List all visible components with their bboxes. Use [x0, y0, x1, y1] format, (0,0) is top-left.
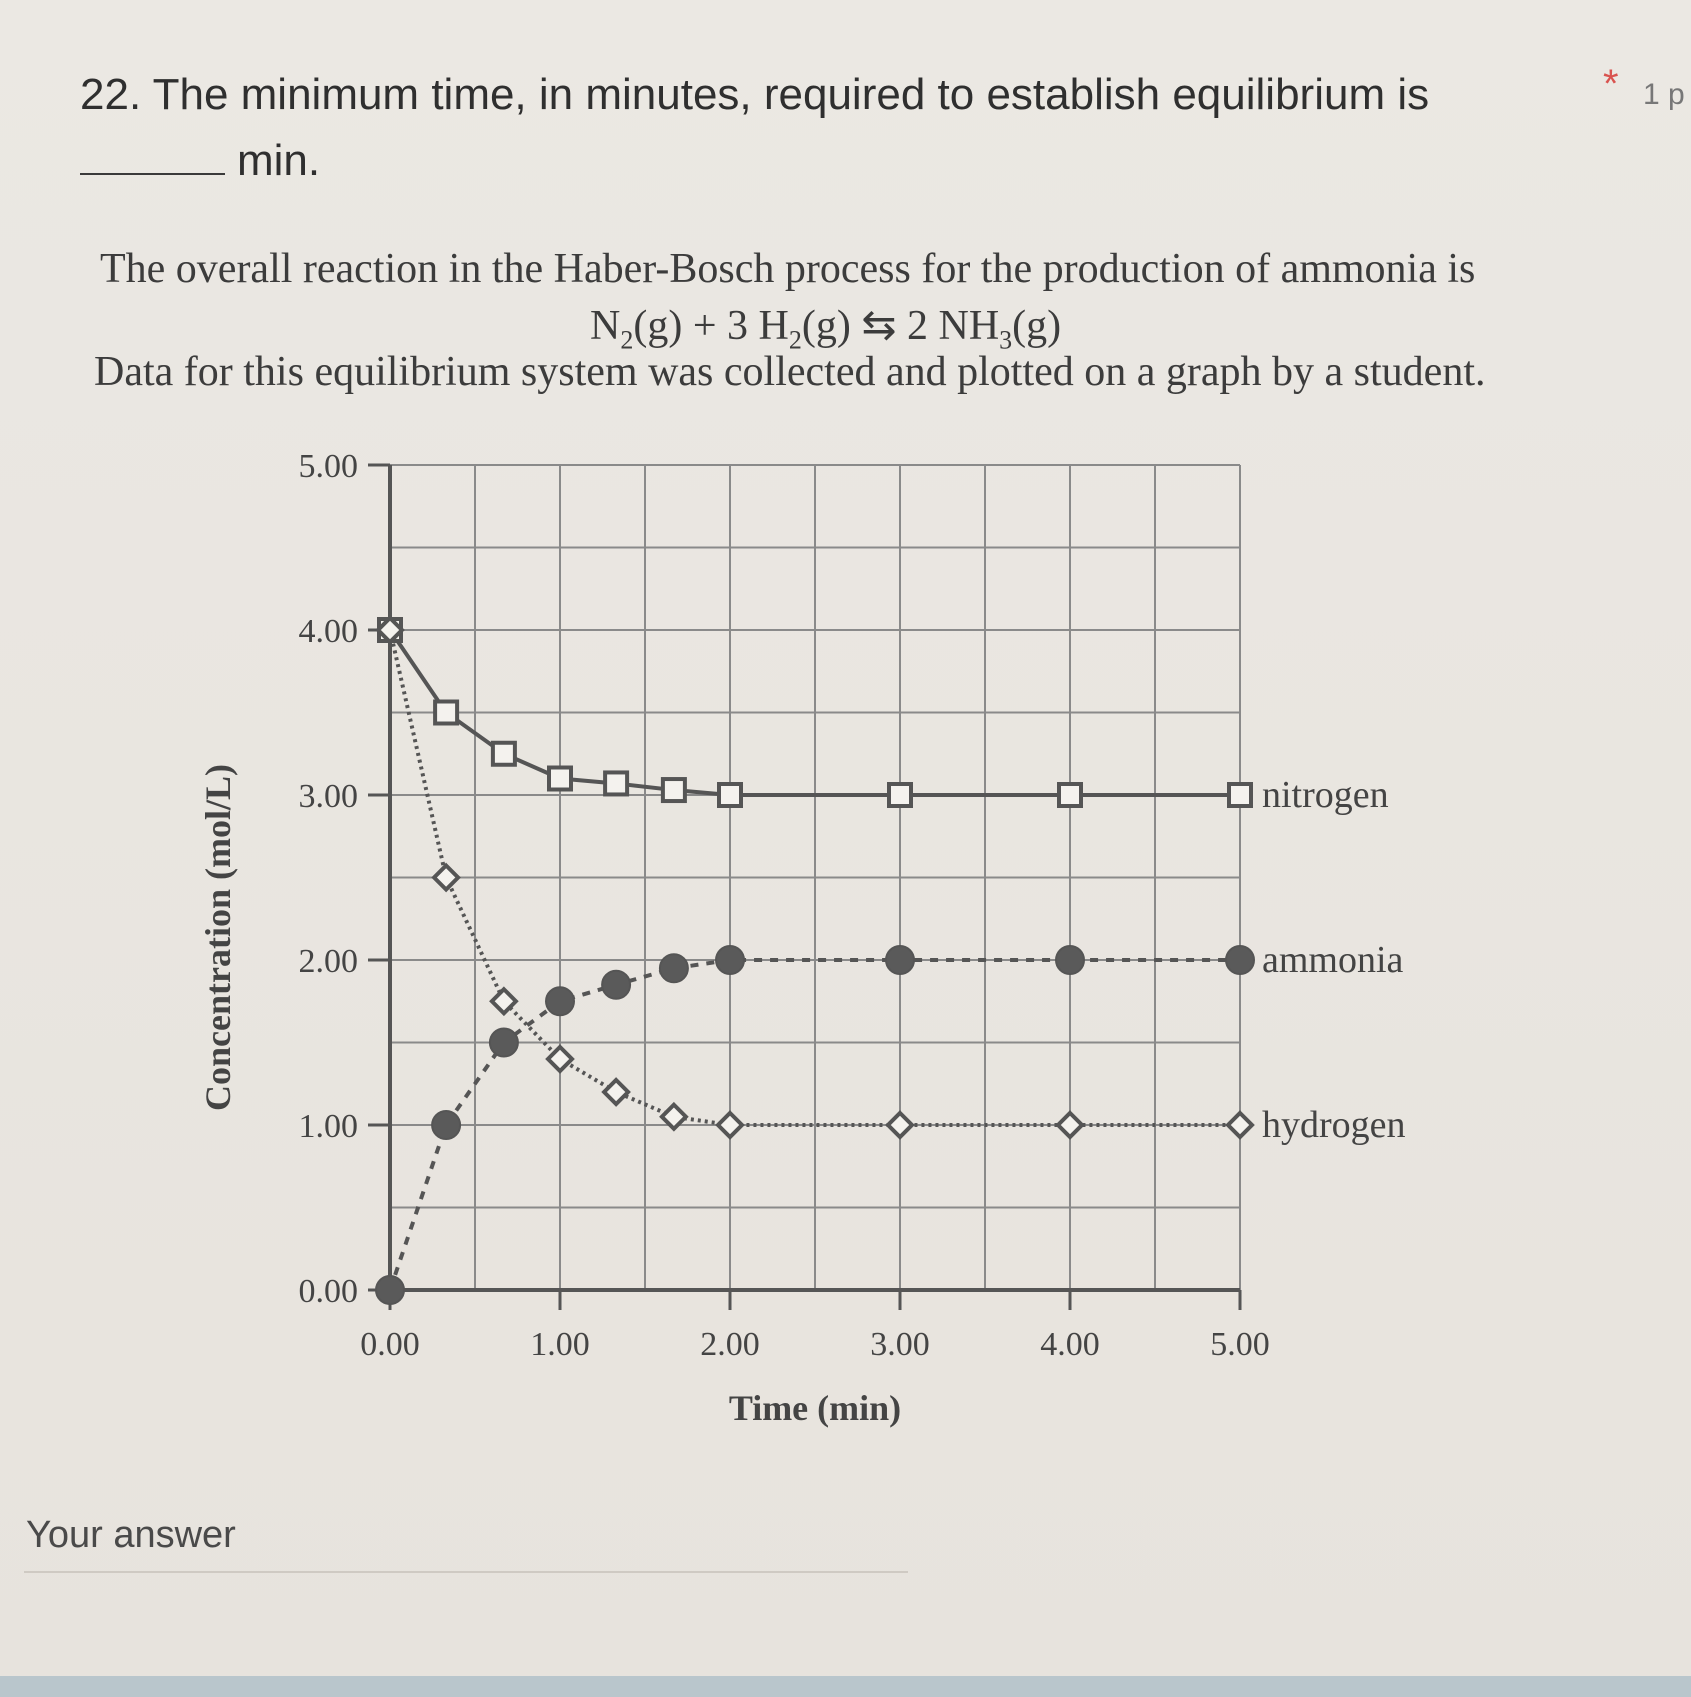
data-sentence: Data for this equilibrium system was collected and plotted on a graph by a student. [94, 349, 1486, 395]
x-tick-label: 4.00 [1040, 1326, 1100, 1363]
points-label: 1 p [1643, 78, 1685, 111]
ammonia-point [660, 954, 688, 982]
hydrogen-point [492, 989, 516, 1013]
ammonia-point [1056, 946, 1084, 974]
reaction-intro: The overall reaction in the Haber-Bosch process for the production of ammonia is [100, 246, 1476, 292]
nitrogen-point [1059, 784, 1081, 806]
hydrogen-point [718, 1113, 742, 1137]
y-tick-label: 4.00 [298, 613, 358, 650]
eq-n2-sub: 2 [620, 325, 634, 355]
hydrogen-point [1228, 1113, 1252, 1137]
answer-blank-line [80, 129, 225, 175]
question-unit-suffix: min. [237, 136, 321, 185]
nitrogen-point [889, 784, 911, 806]
nitrogen-legend-label: nitrogen [1262, 774, 1389, 816]
hydrogen-point [434, 866, 458, 890]
y-tick-label: 1.00 [298, 1108, 358, 1145]
answer-input[interactable] [24, 1565, 908, 1573]
y-tick-label: 3.00 [298, 778, 358, 815]
y-tick-label: 0.00 [298, 1273, 358, 1310]
nitrogen-point [1229, 784, 1251, 806]
eq-nh3-state: (g) [1012, 303, 1062, 349]
x-tick-label: 1.00 [530, 1326, 590, 1363]
hydrogen-point [548, 1047, 572, 1071]
ammonia-point [602, 971, 630, 999]
eq-h2-state: (g) ⇆ 2 NH [801, 303, 1000, 349]
your-answer-label: Your answer [26, 1514, 236, 1556]
x-tick-label: 3.00 [870, 1326, 930, 1363]
nitrogen-point [549, 768, 571, 790]
ammonia-point [490, 1029, 518, 1057]
hydrogen-point [604, 1080, 628, 1104]
ammonia-point [546, 987, 574, 1015]
nitrogen-point [719, 784, 741, 806]
ammonia-point [432, 1111, 460, 1139]
nitrogen-point [663, 779, 685, 801]
nitrogen-point [605, 772, 627, 794]
nitrogen-point [435, 702, 457, 724]
hydrogen-point [888, 1113, 912, 1137]
eq-n2-state: (g) + 3 H [633, 303, 789, 349]
eq-h2-sub: 2 [788, 325, 802, 355]
ammonia-point [716, 946, 744, 974]
problem-image [60, 240, 1660, 1470]
x-axis-label: Time (min) [728, 1388, 902, 1428]
eq-nh3-sub: 3 [999, 325, 1013, 355]
y-tick-label: 2.00 [298, 943, 358, 980]
ammonia-point [1226, 946, 1254, 974]
y-tick-label: 5.00 [298, 448, 358, 485]
ammonia-legend-label: ammonia [1262, 939, 1404, 981]
x-tick-label: 5.00 [1210, 1326, 1270, 1363]
hydrogen-legend-label: hydrogen [1262, 1104, 1406, 1146]
concentration-chart [60, 240, 1660, 1470]
ammonia-point [886, 946, 914, 974]
x-tick-label: 0.00 [360, 1326, 420, 1363]
nitrogen-point [493, 743, 515, 765]
ammonia-point [376, 1276, 404, 1304]
chart-axes [368, 465, 1240, 1310]
x-tick-label: 2.00 [700, 1326, 760, 1363]
bottom-bar [0, 1676, 1691, 1697]
eq-n2: N [590, 303, 621, 349]
required-asterisk: * [1603, 62, 1619, 106]
y-axis-label: Concentration (mol/L) [198, 764, 238, 1111]
chart-grid [390, 465, 1240, 1290]
hydrogen-point [1058, 1113, 1082, 1137]
question-text [80, 62, 1500, 194]
question-title: 22. The minimum time, in minutes, required to establish equilibrium is [80, 70, 1430, 119]
